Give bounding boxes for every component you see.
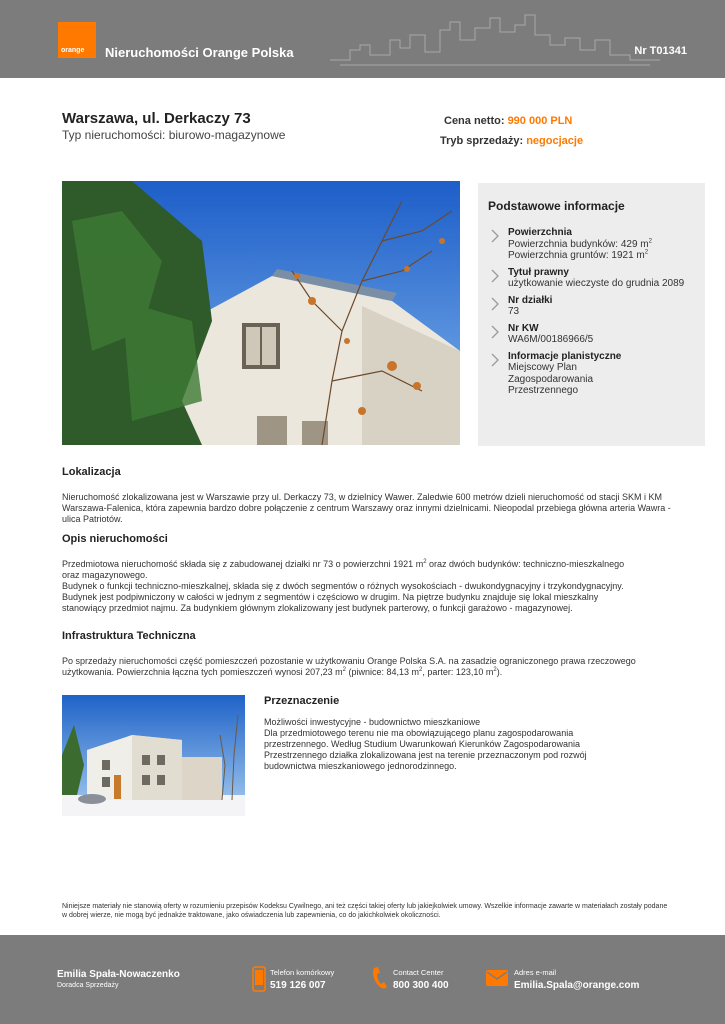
- sale-mode: [440, 135, 583, 147]
- city-skyline-graphic: [330, 10, 660, 70]
- logo-text: orange: [61, 47, 85, 54]
- header-title: Nieruchomości Orange Polska: [105, 45, 294, 60]
- agent-name: Emilia Spała-Nowaczenko: [57, 969, 180, 980]
- property-type: Typ nieruchomości: biurowo-magazynowe: [62, 128, 286, 142]
- info-label: Nr działki: [508, 294, 553, 306]
- description-title: Opis nieruchomości: [62, 533, 168, 545]
- handset-icon: [371, 966, 389, 990]
- offer-number: Nr T01341: [634, 45, 687, 57]
- property-title: Warszawa, ul. Derkaczy 73: [62, 110, 251, 127]
- chevron-right-icon: [490, 269, 500, 283]
- contact-center-block: [393, 968, 449, 991]
- price-label: Cena netto:: [444, 115, 508, 127]
- info-value: Powierzchnia budynków: 429 $m^2$: [508, 238, 652, 250]
- info-label: Nr KW: [508, 322, 539, 334]
- phone-number[interactable]: 519 126 007: [270, 980, 326, 991]
- email-label: Adres e-mail: [514, 968, 557, 977]
- info-value: WA6M/00186966/5: [508, 334, 594, 345]
- purpose-section: [264, 695, 664, 772]
- price-value: 990 000 PLN: [507, 115, 573, 127]
- chevron-right-icon: [490, 229, 500, 243]
- info-value: użytkowanie wieczyste do grudnia 2089: [508, 278, 685, 289]
- sale-mode-label: Tryb sprzedaży:: [440, 135, 527, 147]
- chevron-right-icon: [490, 297, 500, 311]
- purpose-title: Przeznaczenie: [264, 695, 340, 707]
- basic-info-panel: [478, 183, 705, 446]
- basic-info-title: Podstawowe informacje: [488, 199, 625, 213]
- email-block: [514, 968, 639, 991]
- net-price: [444, 115, 572, 127]
- location-section: [62, 466, 672, 525]
- agent-role: Doradca Sprzedaży: [57, 982, 119, 989]
- info-label: Powierzchnia: [508, 227, 572, 238]
- legal-disclaimer: Niniejsze materiały nie stanowią oferty w rozumieniu przepisów Kodeksu Cywilnego, ani też części takiej oferty lub jakiejkolwiek umowy. Wszelkie informacje zawarte w materiałach zostały podane w dobrej wierze, nie mogą być jednakże traktowane, jako oświadczenia lub zapewnienia, co do jakichkolwiek okoliczności.: [62, 903, 668, 919]
- sale-mode-value: negocjacje: [526, 135, 584, 147]
- info-label: Tytuł prawny: [508, 266, 569, 278]
- email-address[interactable]: Emilia.Spala@orange.com: [514, 980, 640, 991]
- envelope-icon: [486, 970, 508, 986]
- description-text: Przedmiotowa nieruchomość składa się z zabudowanej działki nr 73 o powierzchni 1921 $m^2$ oraz dwóch budynków: techniczno-mieszkalnego oraz magazynowego. Budynek o funkcji techniczno-mieszkalnej, składa się z dwóch segmentów o różnych wysokościach - dwukondygnacyjny i trzykondygnacyjny. Budynek jest podpiwniczony w całości w jednym z segmentów i częściowo w drugim. Na piętrze budynku znajduje się lokal mieszkalny stanowiący przedmiot najmu. Za budynkiem głównym zlokalizowany jest budynek parterowy, o funkcji garażowo - magazynowej.: [62, 559, 625, 613]
- info-item-area: [488, 227, 695, 262]
- description-section: [62, 533, 672, 614]
- orange-logo[interactable]: [58, 22, 96, 58]
- info-item-planning: [488, 351, 695, 397]
- info-item-plot-number: [488, 295, 695, 318]
- location-text: Nieruchomość zlokalizowana jest w Warszawie przy ul. Derkaczy 73, w dzielnicy Wawer. Zaledwie 600 metrów dzieli nieruchomość od stacji SKM i KM Warszawa-Falenica, która zapewnia bardzo dobre połączenie z centrum Warszawy oraz innymi dzielnicami. Nieopodal przebiega główna arteria Wawra - ulica Patriotów.: [62, 492, 671, 524]
- mobile-phone-icon: [252, 966, 266, 992]
- phone-block: [270, 968, 334, 991]
- info-value: 73: [508, 306, 520, 317]
- page-header: [0, 0, 725, 78]
- secondary-property-photo: [62, 695, 245, 816]
- infrastructure-title: Infrastruktura Techniczna: [62, 630, 196, 642]
- chevron-right-icon: [490, 353, 500, 367]
- phone-label: Telefon komórkowy: [270, 968, 335, 977]
- info-value: Miejscowy Plan Zagospodarowania Przestrzennego: [508, 362, 594, 396]
- contact-center-label: Contact Center: [393, 968, 444, 977]
- info-value: Powierzchnia gruntów: 1921 $m^2$: [508, 249, 649, 261]
- main-property-photo: [62, 181, 460, 445]
- purpose-text: Możliwości inwestycyjne - budownictwo mieszkaniowe Dla przedmiotowego terenu nie ma obowiązującego planu zagospodarowania przestrzennego. Według Studium Uwarunkowań Kierunków Zagospodarowania Przestrzennego działka zlokalizowana jest na terenie przeznaczonym pod rozwój budownictwa mieszkaniowego jednorodzinnego.: [264, 717, 587, 771]
- location-title: Lokalizacja: [62, 466, 121, 478]
- contact-center-number[interactable]: 800 300 400: [393, 980, 449, 991]
- info-item-land-register: [488, 323, 695, 346]
- infrastructure-section: [62, 630, 672, 678]
- infrastructure-text: Po sprzedaży nieruchomości część pomieszczeń pozostanie w użytkowaniu Orange Polska S.A. na zasadzie ograniczonego prawa rzeczowego użytkowania. Powierzchnia łączna tych pomieszczeń wynosi 207,23 $m^2$ (piwnice: 84,13 $m^2$, parter: 123,10 $m^2$).: [62, 656, 636, 677]
- page-footer: [0, 935, 725, 1024]
- info-label: Informacje planistyczne: [508, 350, 622, 362]
- info-item-legal-title: [488, 267, 695, 290]
- chevron-right-icon: [490, 325, 500, 339]
